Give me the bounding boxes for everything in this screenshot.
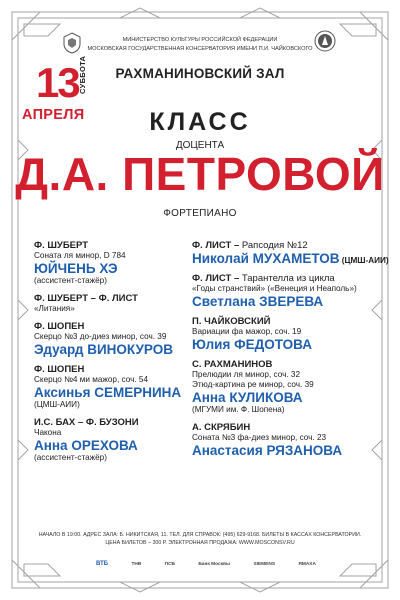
program-item — [34, 417, 204, 463]
performer: Анна КУЛИКОВА — [192, 390, 303, 405]
performer — [192, 251, 389, 266]
program-item — [34, 321, 204, 357]
composer: Ф. ШУБЕРТ — [34, 240, 89, 251]
conservatory-name: МОСКОВСКАЯ ГОСУДАРСТВЕННАЯ КОНСЕРВАТОРИЯ ИМЕНИ П.И. ЧАЙКОВСКОГО — [87, 46, 313, 52]
performer: Светлана ЗВЕРЕВА — [192, 294, 324, 309]
performer: ЮЙЧЕНЬ ХЭ — [34, 261, 118, 276]
work-title: Вариации фа мажор, соч. 19 — [192, 327, 302, 336]
program-item — [192, 240, 389, 266]
work-title: «Годы странствий» («Венеция и Неаполь») — [192, 284, 357, 293]
performer-note: (МГУМИ им. Ф. Шопена) — [192, 405, 285, 414]
work-title: Чакона — [34, 428, 62, 437]
hall-name: РАХМАНИНОВСКИЙ ЗАЛ — [115, 66, 285, 81]
ministry-name: МИНИСТЕРСТВО КУЛЬТУРЫ РОССИЙСКОЙ ФЕДЕРАЦИИ — [122, 37, 278, 43]
composer: Ф. ШОПЕН — [34, 321, 85, 332]
program-left — [34, 240, 204, 463]
class-heading: КЛАСС — [149, 108, 251, 136]
composer: А. СКРЯБИН — [192, 422, 251, 433]
performer: Аксинья СЕМЕРНИНА — [34, 385, 182, 400]
program-item — [34, 364, 204, 410]
program-right — [192, 240, 389, 458]
performer: Анна ОРЕХОВА — [34, 438, 138, 453]
event-info — [0, 532, 400, 547]
work-title: «Литания» — [34, 304, 75, 313]
work-title: Соната №3 фа-диез минор, соч. 23 — [192, 433, 327, 442]
ticket-info-line: ЦЕНА БИЛЕТОВ – 300 Р. ЭЛЕКТРОННАЯ ПРОДАЖА: WWW.MOSCONSV.RU — [105, 539, 295, 546]
composer-name: Ф. ЛИСТ – — [192, 273, 240, 284]
sponsor-logo: Банк Москвы — [198, 561, 231, 567]
composer — [192, 273, 382, 284]
composer-name: Ф. ЛИСТ – — [192, 240, 240, 251]
performer-note: (ЦМШ-АИИ) — [339, 256, 389, 265]
composer: Ф. ШОПЕН — [34, 364, 85, 375]
sponsor-logo: ПСБ — [164, 561, 176, 567]
date-day: 13 — [36, 59, 79, 106]
performer-note: (ассистент-стажёр) — [34, 276, 107, 285]
performer: Анастасия РЯЗАНОВА — [192, 443, 343, 458]
sponsor-logo: ЯМАХА — [298, 561, 316, 567]
performer-name: Николай МУХАМЕТОВ — [192, 251, 340, 266]
teacher-name: Д.А. ПЕТРОВОЙ — [15, 148, 385, 200]
sponsor-logo: ВТБ — [96, 561, 109, 567]
program-item — [192, 273, 382, 309]
performer: Юлия ФЕДОТОВА — [192, 337, 312, 352]
program-item — [34, 240, 204, 286]
work-title: Тарантелла из цикла — [239, 273, 335, 284]
date-month: АПРЕЛЯ — [22, 107, 85, 123]
program-item — [192, 359, 382, 415]
composer: С. РАХМАНИНОВ — [192, 359, 273, 370]
program-item — [192, 422, 382, 458]
work-title: Рапсодия №12 — [239, 240, 308, 251]
work-title: Соната ля минор, D 784 — [34, 251, 126, 260]
performer-note: (ЦМШ-АИИ) — [34, 400, 80, 409]
composer — [192, 240, 382, 251]
sponsor-logo: SIEMENS — [253, 561, 276, 567]
composer: П. ЧАЙКОВСКИЙ — [192, 316, 271, 327]
work-title: Скерцо №3 до-диез минор, соч. 39 — [34, 332, 167, 341]
composer: И.С. БАХ – Ф. БУЗОНИ — [34, 417, 139, 428]
program-item — [34, 293, 204, 314]
instrument-label: ФОРТЕПИАНО — [163, 208, 237, 219]
event-info-line: НАЧАЛО В 19:00. АДРЕС ЗАЛА: Б. НИКИТСКАЯ, 11. ТЕЛ. ДЛЯ СПРАВОК: (495) 629-9168. БИЛЕТЫ В КАССАХ КОНСЕРВАТОРИИ. — [38, 532, 362, 538]
sponsor-logo: ТНВ — [131, 561, 142, 567]
work-title: Прелюдии ля минор, соч. 32 — [192, 370, 301, 379]
work-title: Этюд-картина ре минор, соч. 39 — [192, 380, 314, 389]
work-title: Скерцо №4 ми мажор, соч. 54 — [34, 375, 149, 384]
composer: Ф. ШУБЕРТ – Ф. ЛИСТ — [34, 293, 138, 304]
performer: Эдуард ВИНОКУРОВ — [34, 342, 173, 357]
sponsor-logos — [96, 559, 316, 569]
performer-note: (ассистент-стажёр) — [34, 453, 107, 462]
docent-label: ДОЦЕНТА — [175, 140, 225, 151]
date-weekday: СУББОТА — [78, 55, 87, 94]
program-item — [192, 316, 382, 352]
